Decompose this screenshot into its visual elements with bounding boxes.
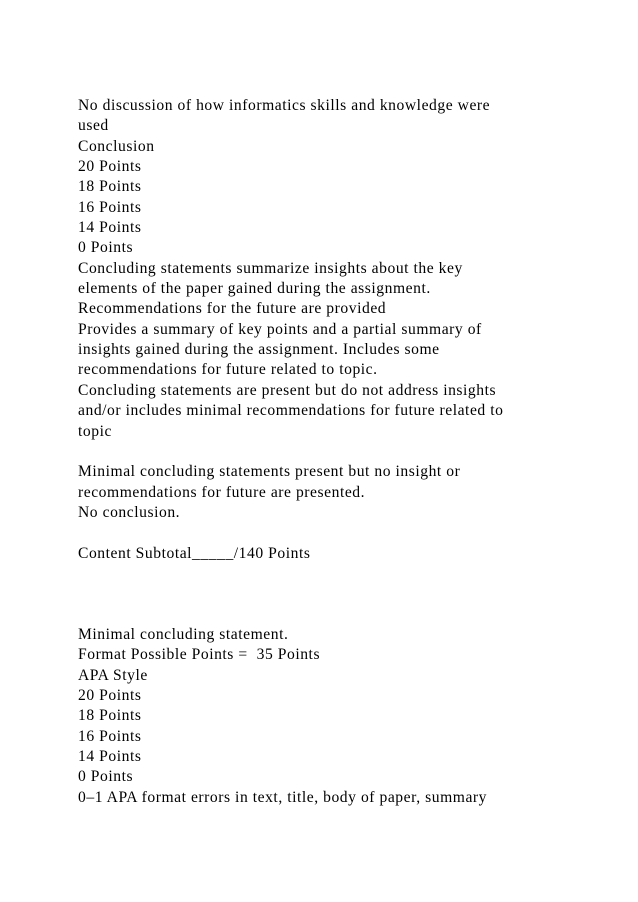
- points-level: 14 Points: [78, 748, 142, 765]
- text-line: Provides a summary of key points and a partial summary of: [78, 320, 482, 338]
- section-heading-conclusion: Conclusion: [78, 137, 155, 155]
- blank-line: [78, 442, 578, 462]
- points-level: 18 Points: [78, 707, 142, 725]
- points-level: 14 Points: [78, 219, 142, 237]
- content-subtotal: Content Subtotal_____/140 Points: [78, 544, 311, 562]
- format-possible-points: Format Possible Points = 35 Points: [78, 646, 321, 664]
- points-level: 16 Points: [78, 198, 142, 216]
- text-line: Minimal concluding statement.: [78, 625, 289, 643]
- text-line: Concluding statements summarize insights about the key: [78, 259, 463, 277]
- text-line: 0–1 APA format errors in text, title, body of paper, summary: [78, 788, 488, 806]
- text-line: Concluding statements are present but do not address insights: [78, 381, 497, 399]
- text-line: Minimal concluding statements present but no insight or: [78, 463, 461, 481]
- points-level: 18 Points: [78, 178, 142, 196]
- text-line: topic: [78, 422, 112, 440]
- section-heading-apa-style: APA Style: [78, 666, 148, 684]
- points-level: 0 Points: [78, 239, 134, 257]
- text-line: No conclusion.: [78, 503, 181, 521]
- text-line: and/or includes minimal recommendations for future related to: [78, 402, 504, 420]
- text-line: Recommendations for the future are provided: [78, 300, 387, 318]
- text-line: recommendations for future are presented.: [78, 483, 366, 501]
- points-level: 20 Points: [78, 158, 142, 176]
- blank-line: [78, 584, 578, 604]
- text-line: recommendations for future related to topic.: [78, 361, 378, 379]
- text-line: used: [78, 117, 109, 135]
- blank-line: [78, 564, 578, 584]
- points-level: 20 Points: [78, 686, 142, 704]
- blank-line: [78, 605, 578, 625]
- points-level: 0 Points: [78, 768, 134, 786]
- points-level: 16 Points: [78, 727, 142, 745]
- text-line: insights gained during the assignment. Includes some: [78, 341, 440, 359]
- document-body: [78, 96, 578, 808]
- text-line: No discussion of how informatics skills and knowledge were: [78, 97, 491, 114]
- text-line: elements of the paper gained during the assignment.: [78, 280, 431, 298]
- blank-line: [78, 523, 578, 543]
